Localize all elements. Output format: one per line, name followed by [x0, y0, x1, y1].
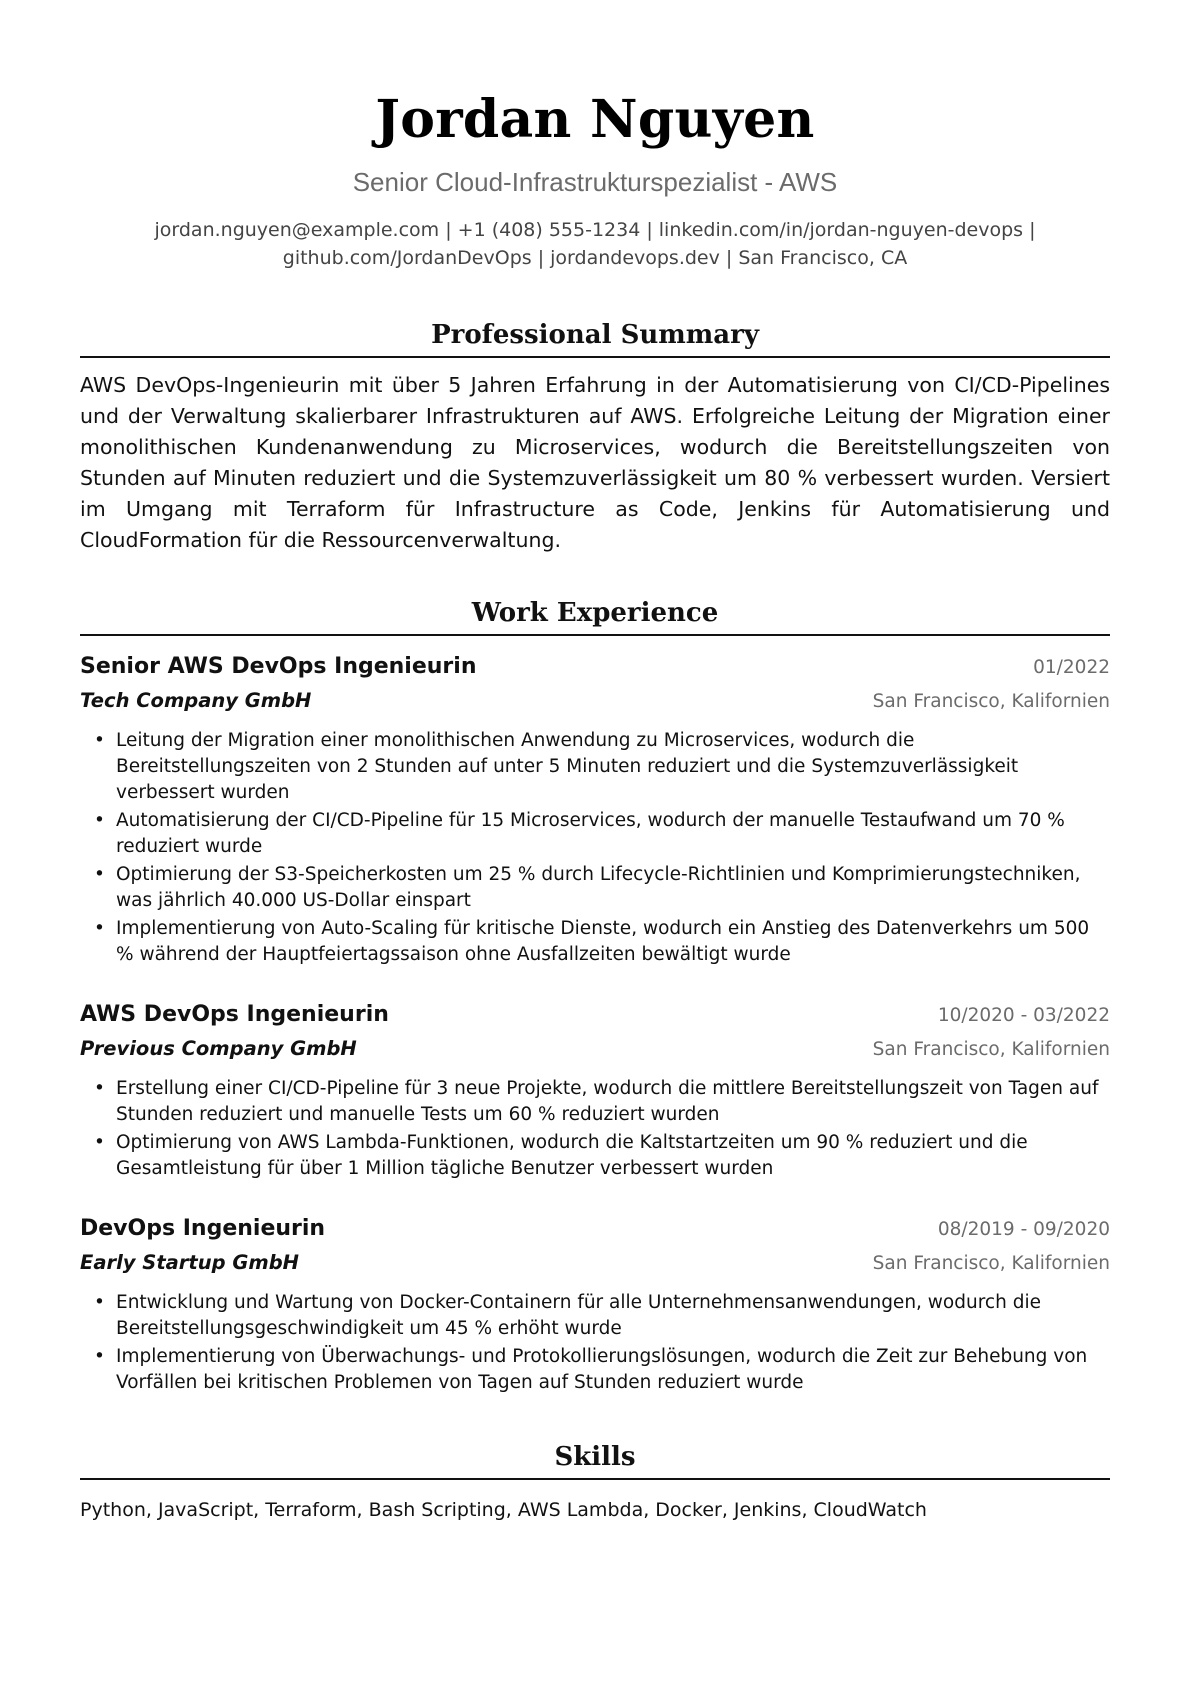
- bullet-item: [80, 1344, 1110, 1396]
- bullet-dot-icon: •: [94, 1132, 105, 1153]
- bullet-item: [80, 862, 1110, 914]
- bullet-dot-icon: •: [94, 918, 105, 939]
- job-location: San Francisco, Kalifornien: [872, 1253, 1110, 1274]
- job-headline: Senior Cloud-Infrastrukturspezialist - AWS: [352, 167, 838, 197]
- job-header: [80, 650, 1110, 685]
- bullet-dot-icon: •: [94, 810, 105, 831]
- job-title: Senior AWS DevOps Ingenieurin: [80, 654, 477, 679]
- job-entry: [80, 1212, 1110, 1396]
- contact-line: github.com/JordanDevOps | jordandevops.dev | San Francisco, CA: [282, 247, 908, 269]
- bullet-dot-icon: •: [94, 1292, 105, 1313]
- bullet-item: [80, 1290, 1110, 1342]
- section-heading-summary: Professional Summary: [80, 318, 1110, 358]
- job-date: 01/2022: [1033, 657, 1110, 678]
- job-bullets: [80, 1290, 1110, 1396]
- job-entry: [80, 998, 1110, 1182]
- bullet-text: Implementierung von Überwachungs- und Protokollierungslösungen, wodurch die Zeit zur Behebung von Vorfällen bei kritischen Problemen von Tagen auf Stunden reduziert wurde: [116, 1346, 1088, 1393]
- bullet-item: [80, 728, 1110, 806]
- job-title: AWS DevOps Ingenieurin: [80, 1002, 389, 1027]
- bullet-dot-icon: •: [94, 730, 105, 751]
- job-bullets: [80, 1076, 1110, 1182]
- bullet-dot-icon: •: [94, 1346, 105, 1367]
- job-date: 08/2019 - 09/2020: [937, 1219, 1110, 1240]
- job-header: [80, 998, 1110, 1033]
- bullet-text: Entwicklung und Wartung von Docker-Containern für alle Unternehmensanwendungen, wodurch die Bereitstellungsgeschwindigkeit um 45 % erhöht wurde: [116, 1292, 1041, 1339]
- job-header: [80, 1212, 1110, 1247]
- job-location: San Francisco, Kalifornien: [872, 1039, 1110, 1060]
- bullet-text: Automatisierung der CI/CD-Pipeline für 15 Microservices, wodurch der manuelle Testaufwand um 70 % reduziert wurde: [116, 810, 1065, 857]
- bullet-item: [80, 1130, 1110, 1182]
- bullet-text: Optimierung der S3-Speicherkosten um 25 % durch Lifecycle-Richtlinien und Komprimierungstechniken, was jährlich 40.000 US-Dollar einspart: [116, 864, 1081, 911]
- section-heading-work: Work Experience: [80, 596, 1110, 636]
- bullet-text: Implementierung von Auto-Scaling für kritische Dienste, wodurch ein Anstieg des Datenverkehrs um 500 % während der Hauptfeiertagssaison ohne Ausfallzeiten bewältigt wurde: [116, 918, 1090, 965]
- candidate-name: Jordan Nguyen: [375, 89, 815, 150]
- bullet-dot-icon: •: [94, 1078, 105, 1099]
- company-row: [80, 1247, 1110, 1280]
- company-name: Tech Company GmbH: [80, 689, 312, 712]
- bullet-text: Erstellung einer CI/CD-Pipeline für 3 neue Projekte, wodurch die mittlere Bereitstellungszeit von Tagen auf Stunden reduziert und manuelle Tests um 60 % reduziert wurden: [116, 1078, 1099, 1125]
- bullet-dot-icon: •: [94, 864, 105, 885]
- job-date: 10/2020 - 03/2022: [937, 1005, 1110, 1026]
- bullet-item: [80, 1076, 1110, 1128]
- bullet-text: Optimierung von AWS Lambda-Funktionen, wodurch die Kaltstartzeiten um 90 % reduziert und die Gesamtleistung für über 1 Million tägliche Benutzer verbessert wurden: [116, 1132, 1028, 1179]
- job-title: DevOps Ingenieurin: [80, 1216, 326, 1241]
- company-name: Previous Company GmbH: [80, 1037, 357, 1060]
- job-location: San Francisco, Kalifornien: [872, 691, 1110, 712]
- contact-info: [145, 216, 1045, 272]
- summary-text: AWS DevOps-Ingenieurin mit über 5 Jahren Erfahrung in der Automatisierung von CI/CD-Pipelines und der Verwaltung skalierbarer Infrastrukturen auf AWS. Erfolgreiche Leitung der Migration einer monolithischen Kundenanwendung zu Microservices, wodurch die Bereitstellungszeiten von Stunden auf Minuten reduziert und die Systemzuverlässigkeit um 80 % verbessert wurden. Versiert im Umgang mit Terraform für Infrastructure as Code, Jenkins für Automatisierung und CloudFormation für die Ressourcenverwaltung.: [80, 373, 1110, 552]
- skills-list: Python, JavaScript, Terraform, Bash Scripting, AWS Lambda, Docker, Jenkins, CloudWatch: [80, 1499, 927, 1521]
- company-name: Early Startup GmbH: [80, 1251, 299, 1274]
- job-entry: [80, 650, 1110, 968]
- company-row: [80, 685, 1110, 718]
- contact-line: jordan.nguyen@example.com | +1 (408) 555-1234 | linkedin.com/in/jordan-nguyen-devops |: [154, 219, 1036, 241]
- bullet-item: [80, 916, 1110, 968]
- bullet-text: Leitung der Migration einer monolithischen Anwendung zu Microservices, wodurch die Bereitstellungszeiten von 2 Stunden auf unter 5 Minuten reduziert und die Systemzuverlässigkeit verbessert wurden: [116, 730, 1019, 803]
- company-row: [80, 1033, 1110, 1066]
- bullet-item: [80, 808, 1110, 860]
- section-heading-skills: Skills: [80, 1440, 1110, 1480]
- job-bullets: [80, 728, 1110, 968]
